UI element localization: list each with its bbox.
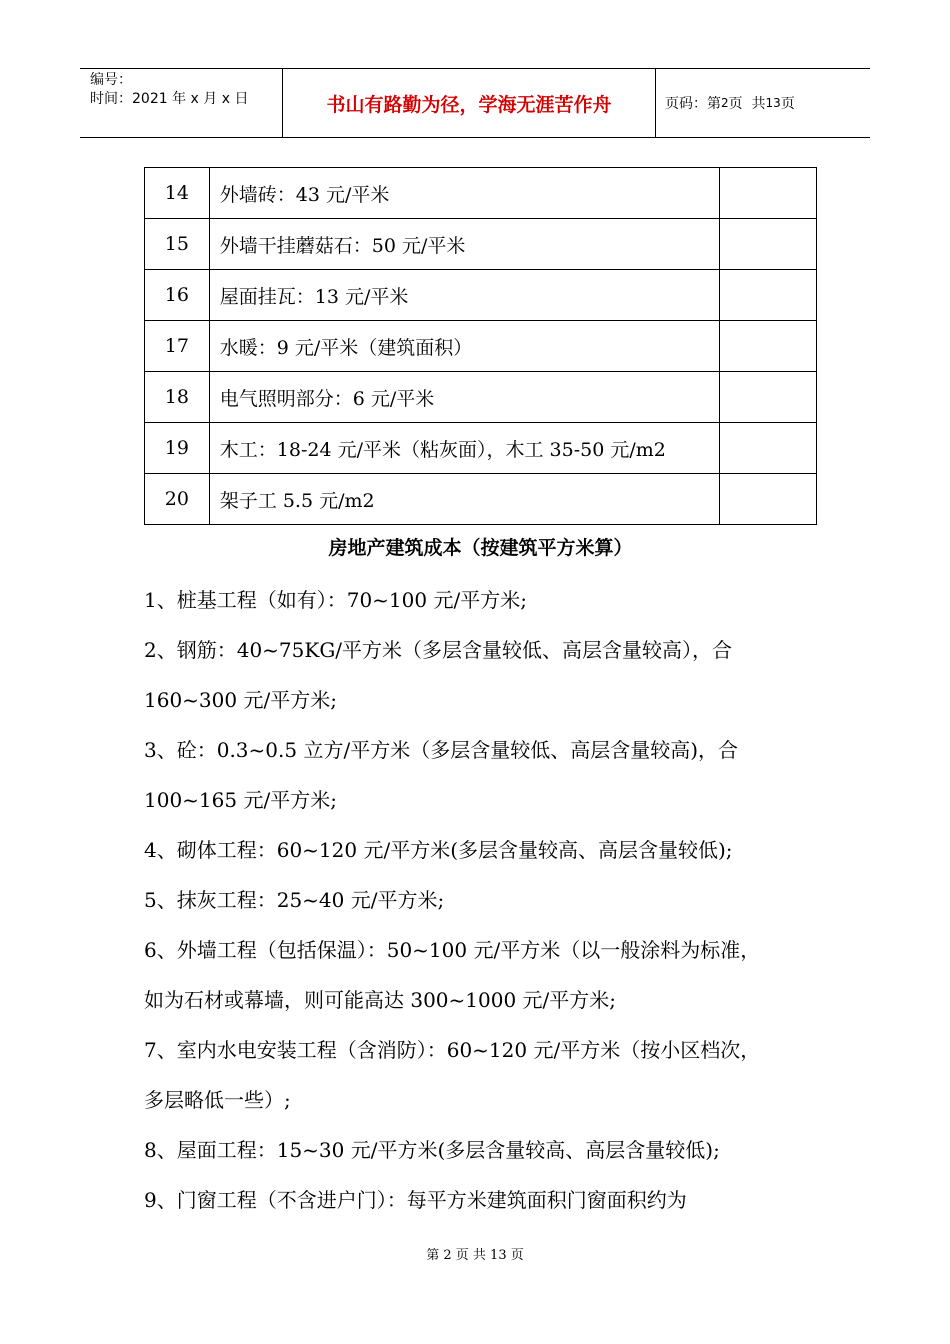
cost-table — [144, 167, 817, 525]
row-empty — [720, 270, 817, 321]
row-number: 19 — [145, 423, 210, 474]
page-number: 2 — [721, 96, 729, 110]
header-meta — [80, 69, 282, 137]
body-line: 多层略低一些）; — [144, 1088, 291, 1112]
body-line: 9、门窗工程（不含进户门）：每平方米建筑面积门窗面积约为 — [144, 1188, 687, 1212]
body-line: 5、抹灰工程：25~40 元/平方米; — [144, 888, 445, 912]
page-header — [80, 68, 870, 138]
page-mid: 页 共 — [728, 96, 766, 112]
table-row — [145, 168, 817, 219]
body-line: 2、钢筋：40~75KG/平方米（多层含量较低、高层含量较高），合 — [144, 638, 733, 662]
table-row — [145, 219, 817, 270]
page-end: 页 — [780, 96, 795, 112]
header-number: 编号： — [90, 72, 132, 88]
row-number: 18 — [145, 372, 210, 423]
row-text: 水暖：9 元/平米（建筑面积） — [209, 321, 720, 372]
body-line: 7、室内水电安装工程（含消防）：60~120 元/平方米（按小区档次， — [144, 1038, 761, 1062]
row-number: 14 — [145, 168, 210, 219]
row-text: 电气照明部分：6 元/平米 — [209, 372, 720, 423]
page-label: 页码：第 — [665, 96, 721, 112]
row-number: 16 — [145, 270, 210, 321]
row-number: 15 — [145, 219, 210, 270]
page-footer: 第 2 页 共 13 页 — [426, 1248, 524, 1263]
row-text: 外墙砖：43 元/平米 — [209, 168, 720, 219]
table-row — [145, 372, 817, 423]
body-line: 100~165 元/平方米; — [144, 788, 337, 812]
table-row — [145, 270, 817, 321]
body-line: 如为石材或幕墙，则可能高达 300~1000 元/平方米; — [144, 988, 617, 1012]
row-number: 20 — [145, 474, 210, 525]
section-title: 房地产建筑成本（按建筑平方米算） — [328, 537, 633, 559]
body-line: 8、屋面工程：15~30 元/平方米(多层含量较高、高层含量较低); — [144, 1138, 720, 1162]
body-line: 1、桩基工程（如有）：70~100 元/平方米; — [144, 588, 527, 612]
row-number: 17 — [145, 321, 210, 372]
body-line: 4、砌体工程：60~120 元/平方米(多层含量较高、高层含量较低); — [144, 838, 733, 862]
row-empty — [720, 219, 817, 270]
header-time: 时间：2021 年 x 月 x 日 — [90, 91, 249, 107]
row-text: 架子工 5.5 元/m2 — [209, 474, 720, 525]
page-total: 13 — [765, 96, 781, 110]
header-motto: 书山有路勤为径，学海无涯苦作舟 — [282, 69, 656, 137]
table-row — [145, 423, 817, 474]
body-line: 160~300 元/平方米; — [144, 688, 337, 712]
header-page-info — [655, 69, 870, 137]
row-empty — [720, 168, 817, 219]
row-empty — [720, 321, 817, 372]
row-text: 木工：18-24 元/平米（粘灰面），木工 35-50 元/m2 — [209, 423, 720, 474]
row-empty — [720, 372, 817, 423]
table-row — [145, 474, 817, 525]
row-empty — [720, 474, 817, 525]
row-text: 外墙干挂蘑菇石：50 元/平米 — [209, 219, 720, 270]
body-line: 6、外墙工程（包括保温）：50~100 元/平方米（以一般涂料为标准， — [144, 938, 761, 962]
document-body — [144, 575, 824, 1225]
row-empty — [720, 423, 817, 474]
table-row — [145, 321, 817, 372]
row-text: 屋面挂瓦：13 元/平米 — [209, 270, 720, 321]
body-line: 3、砼：0.3~0.5 立方/平方米（多层含量较低、高层含量较高)，合 — [144, 738, 738, 762]
